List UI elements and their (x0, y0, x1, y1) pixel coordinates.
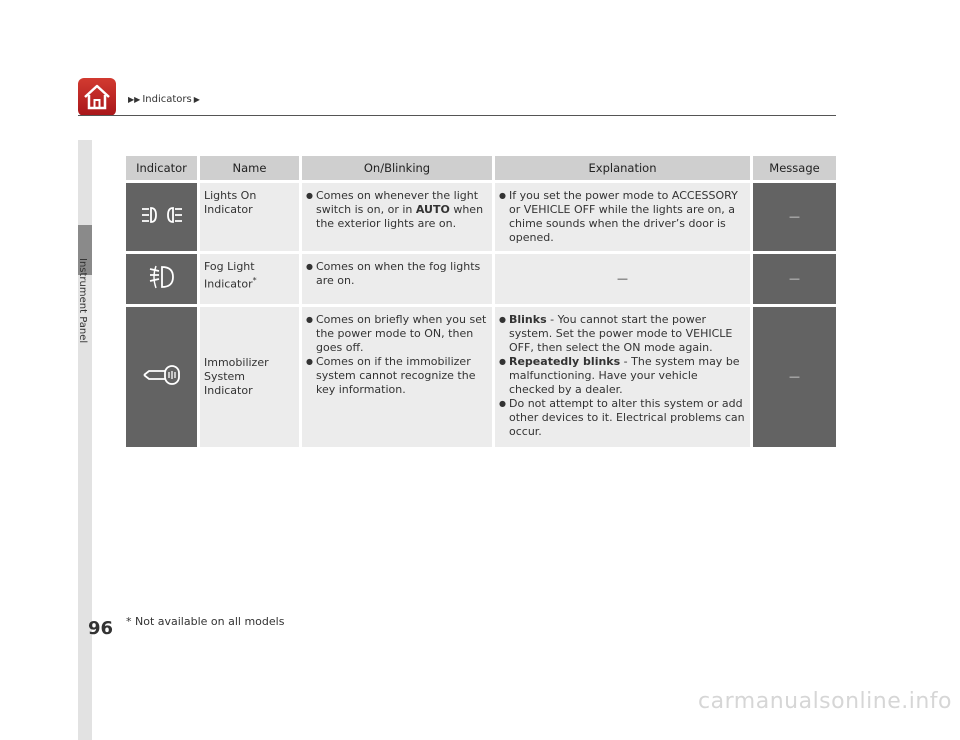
footnote: * Not available on all models (126, 615, 285, 628)
breadcrumb (128, 94, 200, 105)
col-header-name: Name (200, 156, 302, 180)
page-number: 96 (88, 618, 114, 639)
list-item: ● Comes on when the fog lights are on. (306, 260, 488, 288)
on-blinking-cell (302, 254, 495, 304)
on-blinking-cell (302, 183, 495, 251)
col-header-message: Message (753, 156, 836, 180)
immobilizer-key-icon (141, 362, 183, 388)
table-row (126, 183, 836, 251)
name-line1: Lights On (204, 189, 257, 202)
table-header-row (126, 156, 836, 180)
name-line2: System Indicator (204, 370, 253, 397)
list-item: ● If you set the power mode to ACCESSORY or VEHICLE OFF while the lights are on, a chime sounds when the driver’s door is opened. (499, 189, 746, 245)
indicators-table (126, 156, 836, 447)
message-cell: — (753, 254, 836, 304)
explanation-cell: — (495, 254, 753, 304)
list-item: ● Blinks - You cannot start the power system. Set the power mode to VEHICLE OFF, then select the ON mode again. (499, 313, 746, 355)
breadcrumb-title[interactable]: Indicators (142, 94, 192, 105)
message-cell: — (753, 183, 836, 251)
home-button[interactable] (78, 78, 116, 116)
home-icon (82, 83, 112, 111)
list-item: ● Repeatedly blinks - The system may be malfunctioning. Have your vehicle checked by a dealer. (499, 355, 746, 397)
lights-on-icon (140, 204, 184, 226)
message-cell: — (753, 307, 836, 447)
on-blinking-cell (302, 307, 495, 447)
list-item: ● Do not attempt to alter this system or add other devices to it. Electrical problems can occur. (499, 397, 746, 439)
breadcrumb-arrows: ▶▶ (128, 95, 141, 104)
fog-light-icon (145, 263, 179, 291)
explanation-cell (495, 183, 753, 251)
name-line2: Indicator (204, 203, 253, 216)
footnote-mark: * (252, 276, 257, 285)
list-item: ● Comes on whenever the light switch is on, or in AUTO when the exterior lights are on. (306, 189, 488, 231)
indicator-cell (126, 254, 200, 304)
watermark: carmanualsonline.info (698, 689, 952, 714)
indicator-cell (126, 307, 200, 447)
table-row (126, 254, 836, 304)
col-header-on-blinking: On/Blinking (302, 156, 495, 180)
breadcrumb-end-arrow: ▶ (193, 95, 200, 104)
table-row (126, 307, 836, 447)
explanation-cell (495, 307, 753, 447)
section-label: Instrument Panel (77, 258, 88, 344)
name-cell (200, 183, 302, 251)
header-rule (78, 115, 836, 116)
name-cell (200, 307, 302, 447)
name-line1: Fog Light (204, 260, 255, 273)
col-header-indicator: Indicator (126, 156, 200, 180)
list-item: ● Comes on if the immobilizer system cannot recognize the key information. (306, 355, 488, 397)
name-line1: Immobilizer (204, 356, 269, 369)
col-header-explanation: Explanation (495, 156, 753, 180)
side-tab-strip (78, 140, 92, 740)
name-line2: Indicator (204, 277, 253, 291)
indicator-cell (126, 183, 200, 251)
name-cell (200, 254, 302, 304)
list-item: ● Comes on briefly when you set the power mode to ON, then goes off. (306, 313, 488, 355)
